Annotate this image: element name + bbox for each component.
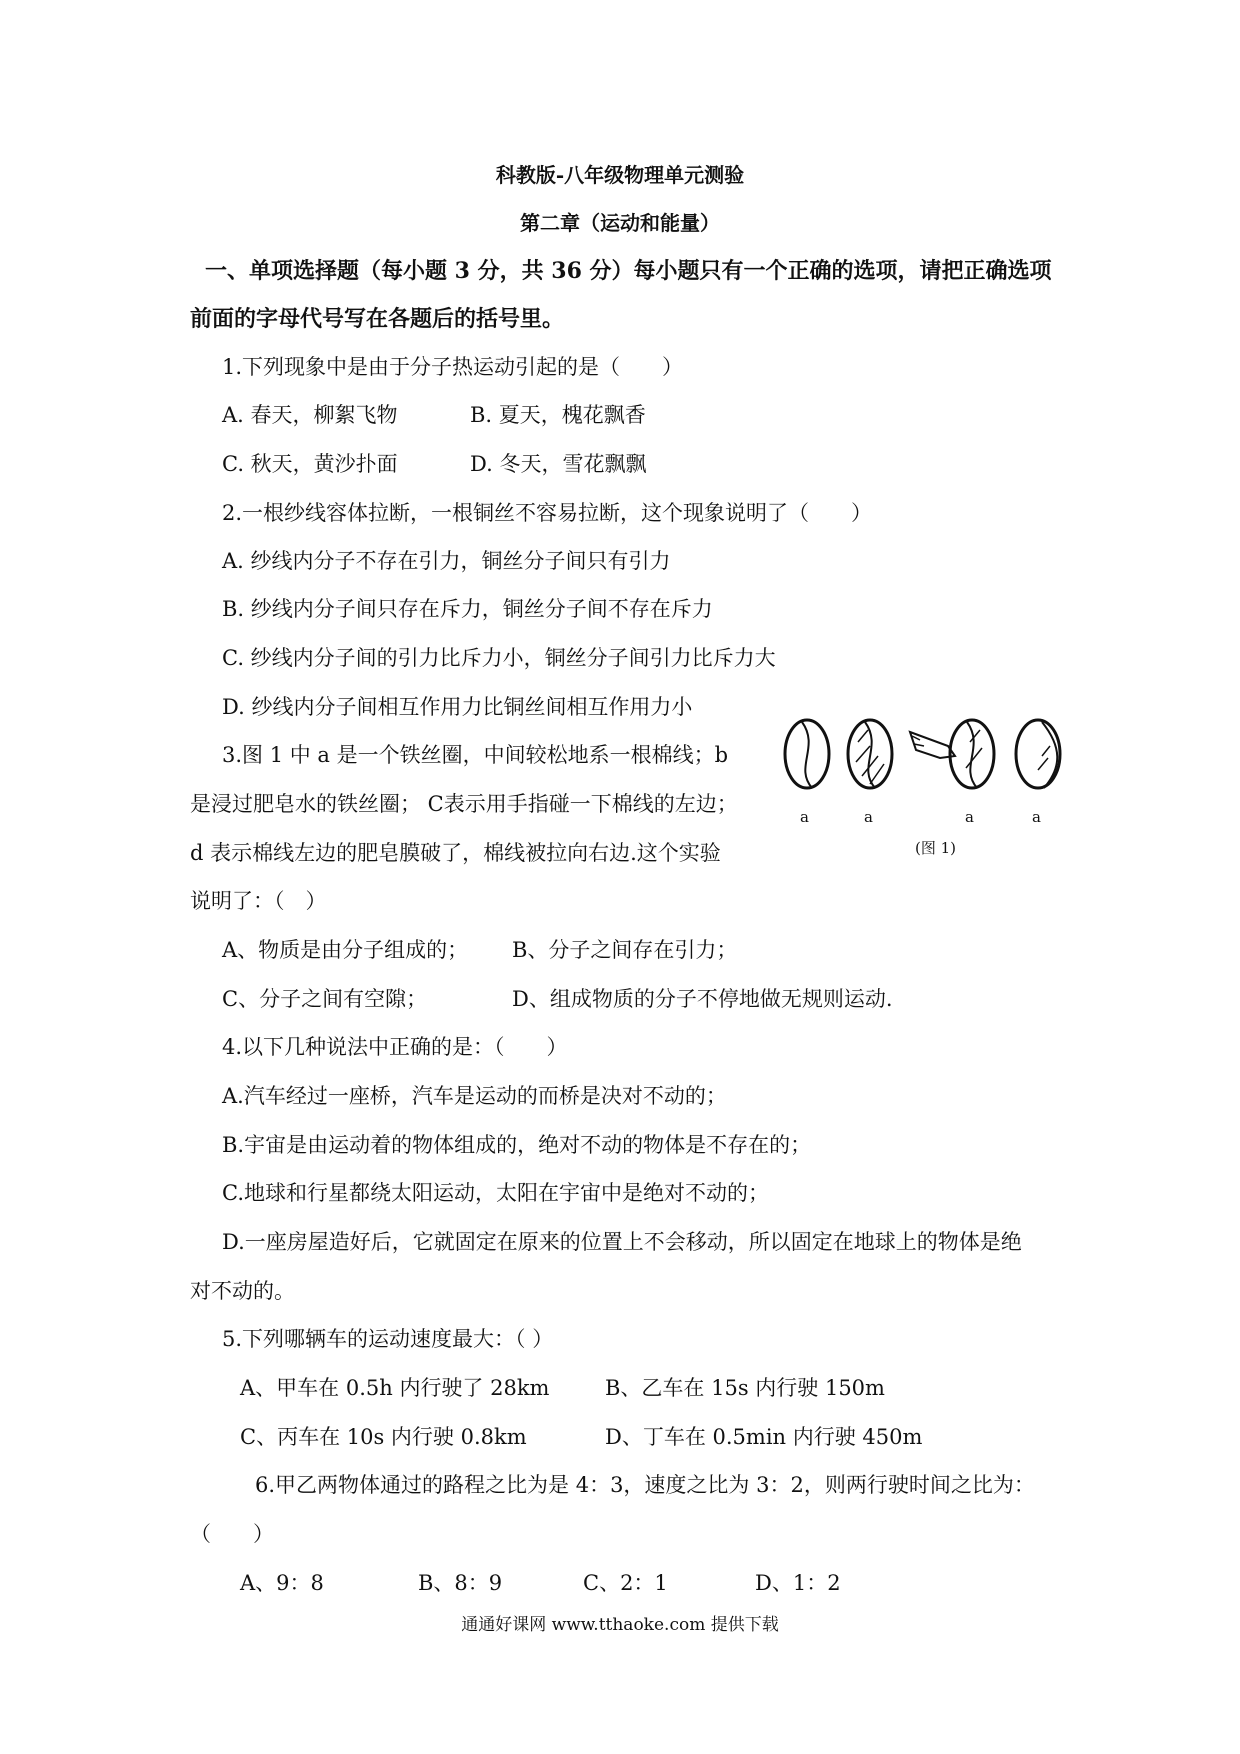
q1-option-b: B. 夏天，槐花飘香 xyxy=(470,403,646,427)
q3-option-b: B、分子之间存在引力； xyxy=(512,938,738,962)
figure-label-a1: a xyxy=(800,808,809,826)
figure-1 xyxy=(780,712,1080,862)
q3-line4: 说明了：（ ） xyxy=(190,889,327,913)
q1-stem: 1.下列现象中是由于分子热运动引起的是（ ） xyxy=(222,355,684,379)
q6-option-c: C、2：1 xyxy=(583,1571,668,1595)
q6-option-a: A、9：8 xyxy=(240,1571,324,1595)
q2-option-a: A. 纱线内分子不存在引力，铜丝分子间只有引力 xyxy=(222,549,671,573)
ring-d xyxy=(1016,720,1060,788)
soap-film-rings-diagram xyxy=(780,712,1080,807)
q1-option-a: A. 春天，柳絮飞物 xyxy=(222,403,398,427)
q5-stem: 5.下列哪辆车的运动速度最大：（ ） xyxy=(222,1327,554,1351)
footer-download-note: 通通好课网 www.tthaoke.com 提供下载 xyxy=(461,1615,779,1635)
section-heading-line1: 一、单项选择题（每小题 3 分，共 36 分）每小题只有一个正确的选项，请把正确选项 xyxy=(205,258,1052,284)
q2-option-b: B. 纱线内分子间只存在斥力，铜丝分子间不存在斥力 xyxy=(222,597,713,621)
q4-stem: 4.以下几种说法中正确的是：（ ） xyxy=(222,1035,568,1059)
q4-option-d-line2: 对不动的。 xyxy=(190,1279,295,1303)
q6-answer-paren: （ ） xyxy=(190,1522,274,1546)
q5-option-b: B、乙车在 15s 内行驶 150m xyxy=(605,1376,885,1400)
figure-label-a3: a xyxy=(965,808,974,826)
q3-option-c: C、分子之间有空隙； xyxy=(222,987,428,1011)
q4-option-a: A.汽车经过一座桥，汽车是运动的而桥是决对不动的； xyxy=(222,1084,727,1108)
q4-option-b: B.宇宙是由运动着的物体组成的，绝对不动的物体是不存在的； xyxy=(222,1133,812,1157)
q3-line2: 是浸过肥皂水的铁丝圈； C表示用手指碰一下棉线的左边； xyxy=(190,792,738,816)
q6-option-d: D、1：2 xyxy=(755,1571,841,1595)
exam-title: 科教版-八年级物理单元测验 xyxy=(495,163,745,187)
figure-label-a2: a xyxy=(864,808,873,826)
ring-d-film-marks xyxy=(1038,746,1050,770)
q2-stem: 2.一根纱线容体拉断，一根铜丝不容易拉断，这个现象说明了（ ） xyxy=(222,501,873,525)
q6-stem: 6.甲乙两物体通过的路程之比为是 4：3，速度之比为 3：2，则两行驶时间之比为： xyxy=(255,1473,1035,1497)
q6-option-b: B、8：9 xyxy=(418,1571,503,1595)
q5-option-c: C、丙车在 10s 内行驶 0.8km xyxy=(240,1425,527,1449)
q4-option-d-line1: D.一座房屋造好后，它就固定在原来的位置上不会移动，所以固定在地球上的物体是绝 xyxy=(222,1230,1022,1254)
q3-option-a: A、物质是由分子组成的； xyxy=(222,938,469,962)
q5-option-d: D、丁车在 0.5min 内行驶 450m xyxy=(605,1425,923,1449)
chapter-subtitle: 第二章（运动和能量） xyxy=(520,211,720,235)
q2-option-d: D. 纱线内分子间相互作用力比铜丝间相互作用力小 xyxy=(222,695,693,719)
section-heading-line2: 前面的字母代号写在各题后的括号里。 xyxy=(190,306,565,332)
q3-line3: d 表示棉线左边的肥皂膜破了，棉线被拉向右边.这个实验 xyxy=(190,841,721,865)
q3-line1: 3.图 1 中 a 是一个铁丝圈，中间较松地系一根棉线；b xyxy=(222,743,729,767)
ring-a-thread xyxy=(802,722,812,788)
figure-caption: (图 1) xyxy=(915,839,957,857)
figure-label-a4: a xyxy=(1032,808,1041,826)
q1-option-d: D. 冬天，雪花飘飘 xyxy=(470,452,647,476)
q1-option-c: C. 秋天，黄沙扑面 xyxy=(222,452,398,476)
q2-option-c: C. 纱线内分子间的引力比斥力小，铜丝分子间引力比斥力大 xyxy=(222,646,776,670)
q3-option-d: D、组成物质的分子不停地做无规则运动. xyxy=(512,987,893,1011)
q4-option-c: C.地球和行星都绕太阳运动，太阳在宇宙中是绝对不动的； xyxy=(222,1181,769,1205)
q5-option-a: A、甲车在 0.5h 内行驶了 28km xyxy=(240,1376,550,1400)
